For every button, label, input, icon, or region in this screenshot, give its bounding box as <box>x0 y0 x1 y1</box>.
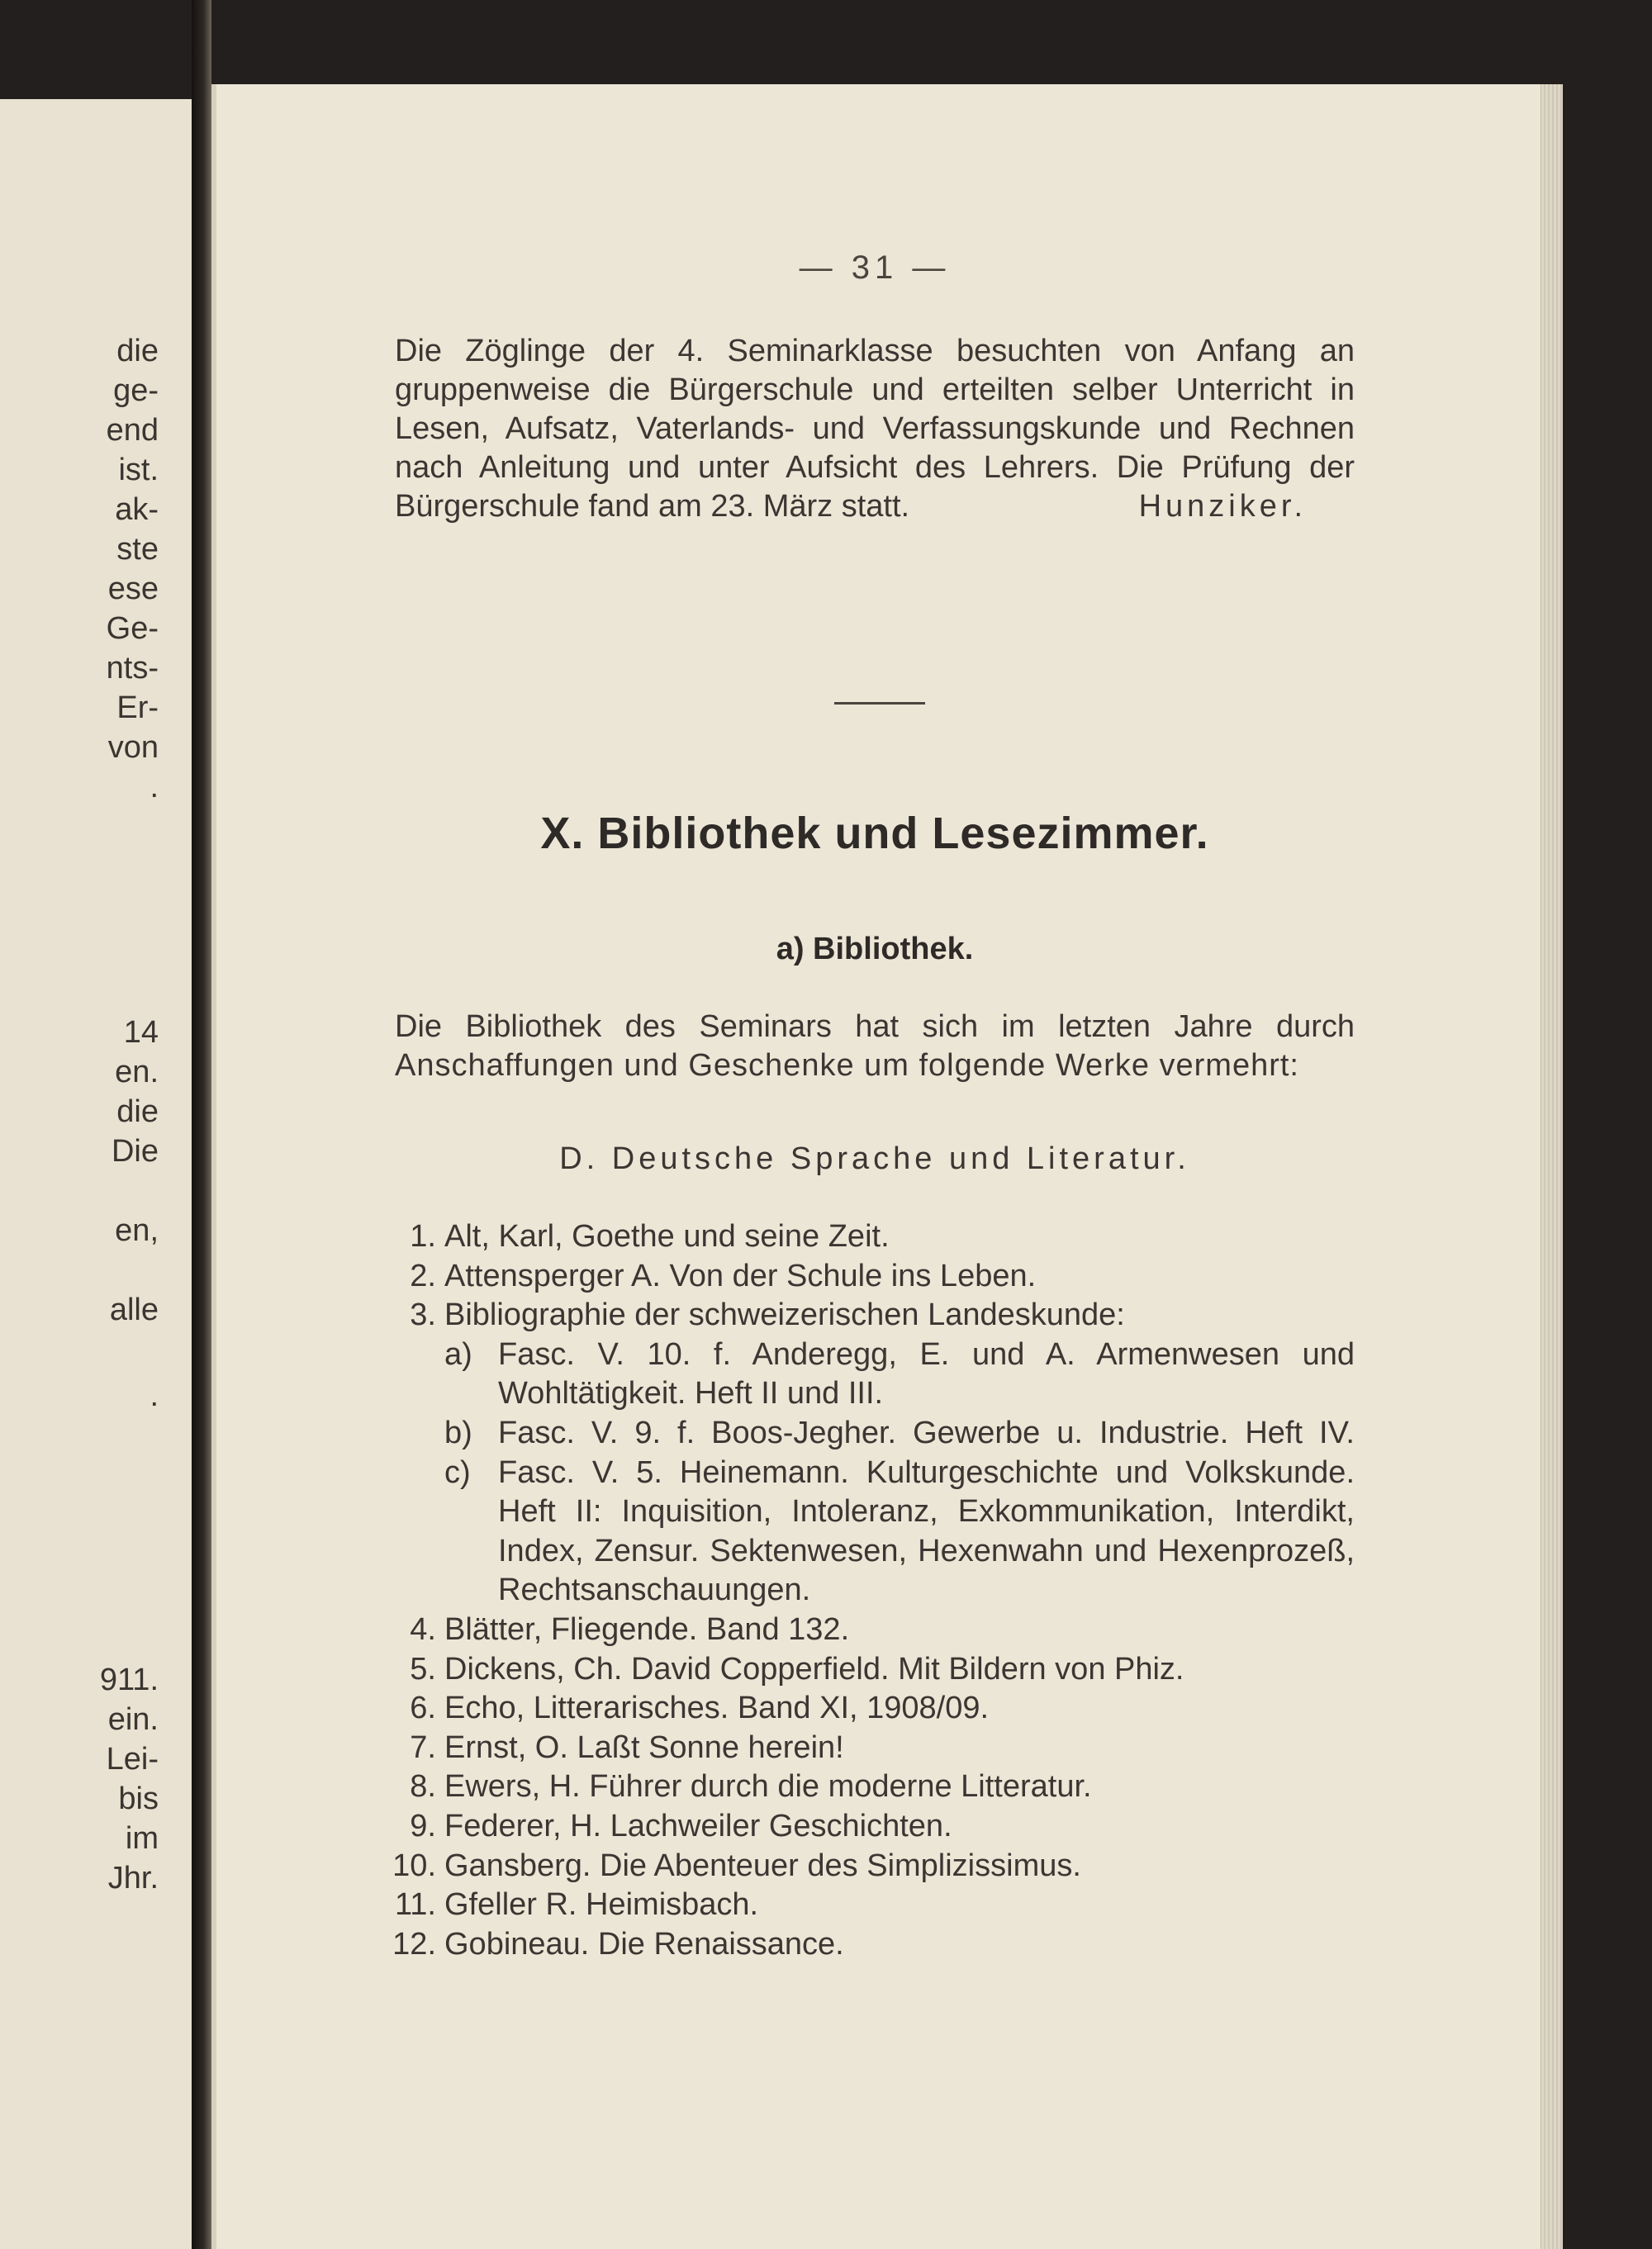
paragraph-line: Anschaffungen und Geschenke um folgende Werke vermehrt: <box>395 1048 1299 1083</box>
left-fragment: Lei- <box>106 1742 159 1777</box>
author-signature: Hunziker. <box>1138 489 1307 524</box>
item-text: Attensperger A. Von der Schule ins Leben. <box>444 1258 1037 1293</box>
left-fragment: Die <box>111 1134 159 1169</box>
left-fragment: von <box>107 730 159 765</box>
sub-item-letter: b) <box>444 1415 472 1450</box>
left-fragment: alle <box>109 1293 159 1327</box>
list-item <box>395 1257 1355 1297</box>
subsection-title: a) Bibliothek. <box>776 932 974 966</box>
left-fragment: die <box>116 1094 159 1129</box>
item-number: 11. <box>394 1887 436 1923</box>
section-title: X. Bibliothek und Lesezimmer. <box>540 809 1209 858</box>
item-text: Gobineau. Die Renaissance. <box>444 1926 844 1962</box>
item-text: Ewers, H. Führer durch die moderne Litteratur. <box>444 1769 1092 1805</box>
item-number: 8. <box>410 1769 436 1805</box>
section-divider <box>834 702 925 705</box>
left-fragment: . <box>150 770 159 804</box>
sub-list-item <box>395 1336 1355 1414</box>
left-fragment: ste <box>116 532 159 567</box>
item-number: 1. <box>410 1219 436 1254</box>
left-fragment: en. <box>115 1055 159 1089</box>
left-fragment: ak- <box>115 492 159 527</box>
left-fragment: Ge- <box>106 611 159 646</box>
item-text: Bibliographie der schweizerischen Landeskunde: <box>444 1298 1125 1333</box>
item-text: Ernst, O. Laßt Sonne herein! <box>444 1729 844 1765</box>
left-fragment: end <box>106 413 159 448</box>
category-heading: D. Deutsche Sprache und Literatur. <box>559 1141 1190 1176</box>
list-item <box>395 1611 1355 1650</box>
book-list <box>392 1217 1355 1964</box>
previous-page-strip <box>0 99 193 2249</box>
book-page <box>211 84 1563 2249</box>
paragraph-line: Die Bibliothek des Seminars hat sich im letzten Jahre durch <box>395 1009 1355 1044</box>
paragraph-last-line-row <box>395 487 1355 526</box>
list-item <box>395 1689 1355 1729</box>
left-fragment: 14 <box>123 1015 159 1050</box>
paragraph-line: Die Zöglinge der 4. Seminarklasse besuchten von Anfang an <box>395 334 1355 368</box>
sub-item-text: Wohltätigkeit. Heft II und III. <box>498 1376 884 1412</box>
list-item <box>395 1217 1355 1257</box>
page-number: — 31 — <box>799 249 951 286</box>
left-fragment: bis <box>118 1782 159 1816</box>
item-number: 5. <box>410 1651 436 1687</box>
left-fragment: ge- <box>113 373 159 408</box>
page-stack-edge <box>1540 84 1563 2249</box>
sub-item-text: Fasc. V. 10. f. Anderegg, E. und A. Armenwesen und <box>498 1336 1355 1372</box>
left-fragment: ein. <box>107 1702 159 1737</box>
sub-item-text: Index, Zensur. Sektenwesen, Hexenwahn und Hexenprozeß, <box>498 1533 1355 1568</box>
list-item <box>392 1925 1355 1965</box>
item-text: Echo, Litterarisches. Band XI, 1908/09. <box>444 1691 990 1726</box>
item-number: 4. <box>410 1611 436 1647</box>
left-fragment: die <box>116 334 159 368</box>
list-item <box>395 1296 1355 1336</box>
paragraph-line: Lesen, Aufsatz, Vaterlands- und Verfassungskunde und Rechnen <box>395 411 1355 446</box>
item-text: Federer, H. Lachweiler Geschichten. <box>444 1808 952 1843</box>
item-number: 10. <box>392 1848 436 1883</box>
list-item <box>395 1729 1355 1768</box>
item-number: 9. <box>410 1808 436 1843</box>
book-gutter <box>192 0 211 2249</box>
intro-paragraph <box>395 332 1355 526</box>
left-fragment: nts- <box>106 651 159 686</box>
sub-item-text: Fasc. V. 9. f. Boos-Jegher. Gewerbe u. Industrie. Heft IV. <box>498 1415 1355 1450</box>
left-fragment: ese <box>107 572 159 606</box>
paragraph-line: gruppenweise die Bürgerschule und erteilten selber Unterricht in <box>395 372 1355 407</box>
list-item <box>395 1886 1355 1925</box>
paragraph-line: Bürgerschule fand am 23. März statt. <box>395 489 910 524</box>
list-item <box>395 1807 1355 1847</box>
left-fragment: Er- <box>116 690 159 725</box>
item-number: 2. <box>410 1258 436 1293</box>
sub-list-item <box>395 1454 1355 1611</box>
left-fragment: 911. <box>99 1663 159 1697</box>
list-item <box>395 1767 1355 1807</box>
item-text: Blätter, Fliegende. Band 132. <box>444 1611 850 1647</box>
sub-item-text: Rechtsanschauungen. <box>498 1573 811 1608</box>
page-inner-margin <box>211 84 216 2249</box>
library-paragraph <box>395 1008 1355 1085</box>
item-number: 6. <box>410 1691 436 1726</box>
list-item <box>392 1847 1355 1886</box>
sub-item-text: Heft II: Inquisition, Intoleranz, Exkommunikation, Interdikt, <box>498 1494 1355 1530</box>
list-item <box>395 1650 1355 1690</box>
left-fragment: Jhr. <box>107 1861 159 1896</box>
left-fragment: . <box>150 1378 159 1413</box>
sub-item-letter: a) <box>444 1336 472 1372</box>
item-text: Gfeller R. Heimisbach. <box>444 1887 759 1923</box>
left-fragment: ist. <box>118 453 159 487</box>
item-text: Alt, Karl, Goethe und seine Zeit. <box>444 1219 890 1254</box>
paragraph-line: nach Anleitung und unter Aufsicht des Lehrers. Die Prüfung der <box>395 450 1355 485</box>
item-number: 12. <box>392 1926 436 1962</box>
left-fragment: im <box>125 1821 159 1856</box>
left-fragment: en, <box>115 1213 159 1248</box>
item-number: 7. <box>410 1729 436 1765</box>
sub-item-text: Fasc. V. 5. Heinemann. Kulturgeschichte und Volkskunde. <box>498 1454 1355 1490</box>
item-text: Dickens, Ch. David Copperfield. Mit Bildern von Phiz. <box>444 1651 1184 1687</box>
item-number: 3. <box>410 1298 436 1333</box>
sub-list-item <box>395 1414 1355 1454</box>
item-text: Gansberg. Die Abenteuer des Simplizissimus. <box>444 1848 1081 1883</box>
sub-item-letter: c) <box>444 1454 471 1490</box>
